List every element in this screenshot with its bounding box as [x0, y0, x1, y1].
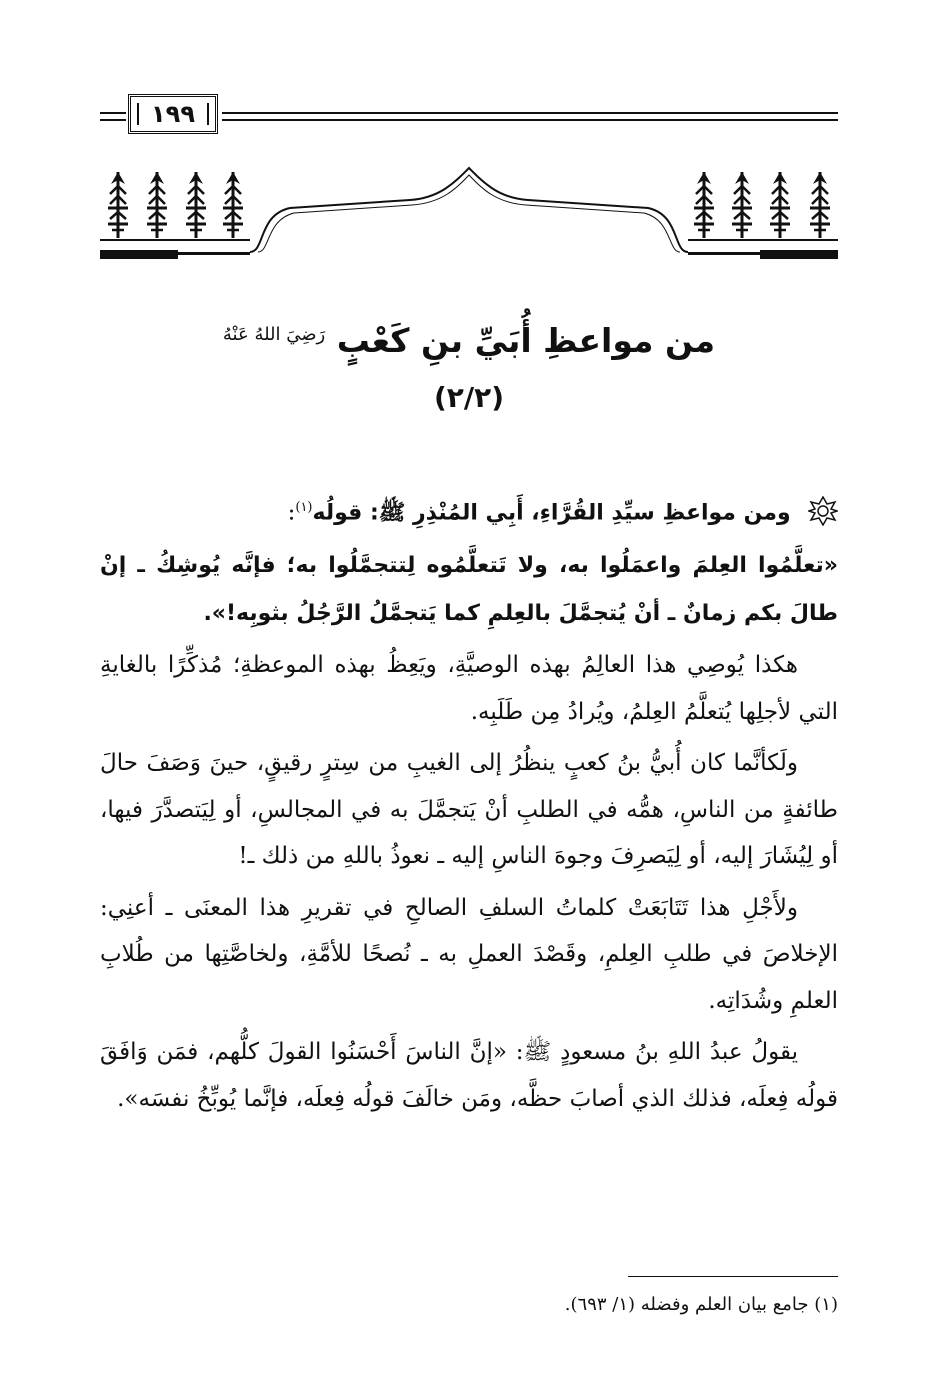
footnote-ref: (١) [295, 500, 313, 515]
page-number-box [128, 94, 218, 134]
chapter-part: (٢/٢) [434, 381, 504, 414]
chapter-title [100, 305, 838, 371]
page-number: ١٩٩ [151, 100, 195, 128]
paragraph-1: هكذا يُوصِي هذا العالِمُ بهذه الوصيَّةِ، ويَعِظُ بهذه الموعظةِ؛ مُذكِّرًا بالغايةِ التي لأجلِها يُتعلَّمُ العِلمُ، ويُرادُ مِن طَلَبِه. [100, 652, 838, 725]
paragraph-3: ولأَجْلِ هذا تَتَابَعَتْ كلماتُ السلفِ الصالحِ في تقريرِ هذا المعنَى ـ أعنِي: الإخلاصَ في طلبِ العِلمِ، وقَصْدَ العملِ به ـ نُصحًا للأمَّةِ، ولخاصَّتِها من طُلابِ العلمِ وشُدَاتِه. [100, 894, 838, 1014]
intro-tail: : [287, 499, 296, 526]
chapter-ornament [100, 160, 838, 270]
flower-ornament-icon [808, 496, 838, 526]
quote-text: «تعلَّمُوا العِلمَ واعمَلُوا به، ولا تَتعلَّمُوه لِتتجمَّلُوا به؛ فإنَّه يُوشِكُ ـ إنْ طالَ بكم زمانٌ ـ أنْ يُتجمَّلَ بالعِلمِ كما يَتجمَّلُ الرَّجُلُ بثوبِه!». [100, 553, 838, 626]
body-text [100, 485, 838, 1127]
title-honorific: رَضِيَ اللهُ عَنْهُ [222, 324, 326, 345]
chapter-title-text: من مواعظِ أُبَيِّ بنِ كَعْبٍ [336, 321, 716, 360]
intro-lead: ومن مواعظِ سيِّدِ القُرَّاءِ، أَبِي المُنْذِرِ ﷺ: قولُه [312, 500, 791, 526]
footnote-1: (١) جامع بيان العلم وفضله (١/ ٦٩٣). [564, 1294, 838, 1315]
paragraph-4: يقولُ عبدُ اللهِ بنُ مسعودٍ ﷺ: «إنَّ الناسَ أَحْسَنُوا القولَ كلُّهم، فمَن وَافَقَ قولُه فِعلَه، فذلك الذي أصابَ حظَّه، ومَن خالَفَ قولُه فِعلَه، فإنَّما يُوبِّخُ نفسَه». [100, 1039, 838, 1112]
paragraph-quote [100, 542, 838, 637]
paragraph-2: ولَكأنَّما كان أُبيُّ بنُ كعبٍ ينظُرُ إلى الغيبِ من سِترٍ رقيقٍ، حينَ وَصَفَ حالَ طائفةٍ من الناسِ، همُّه في الطلبِ أنْ يَتجمَّلَ به في المجالسِ، أو لِيَتصدَّرَ فيها، أو لِيُشَارَ إليه، أو لِيَصرِفَ وجوهَ الناسِ إليه ـ نعوذُ باللهِ من ذلك ـ! [100, 750, 838, 870]
paragraph-intro [100, 485, 838, 537]
footnote-rule [628, 1276, 838, 1277]
